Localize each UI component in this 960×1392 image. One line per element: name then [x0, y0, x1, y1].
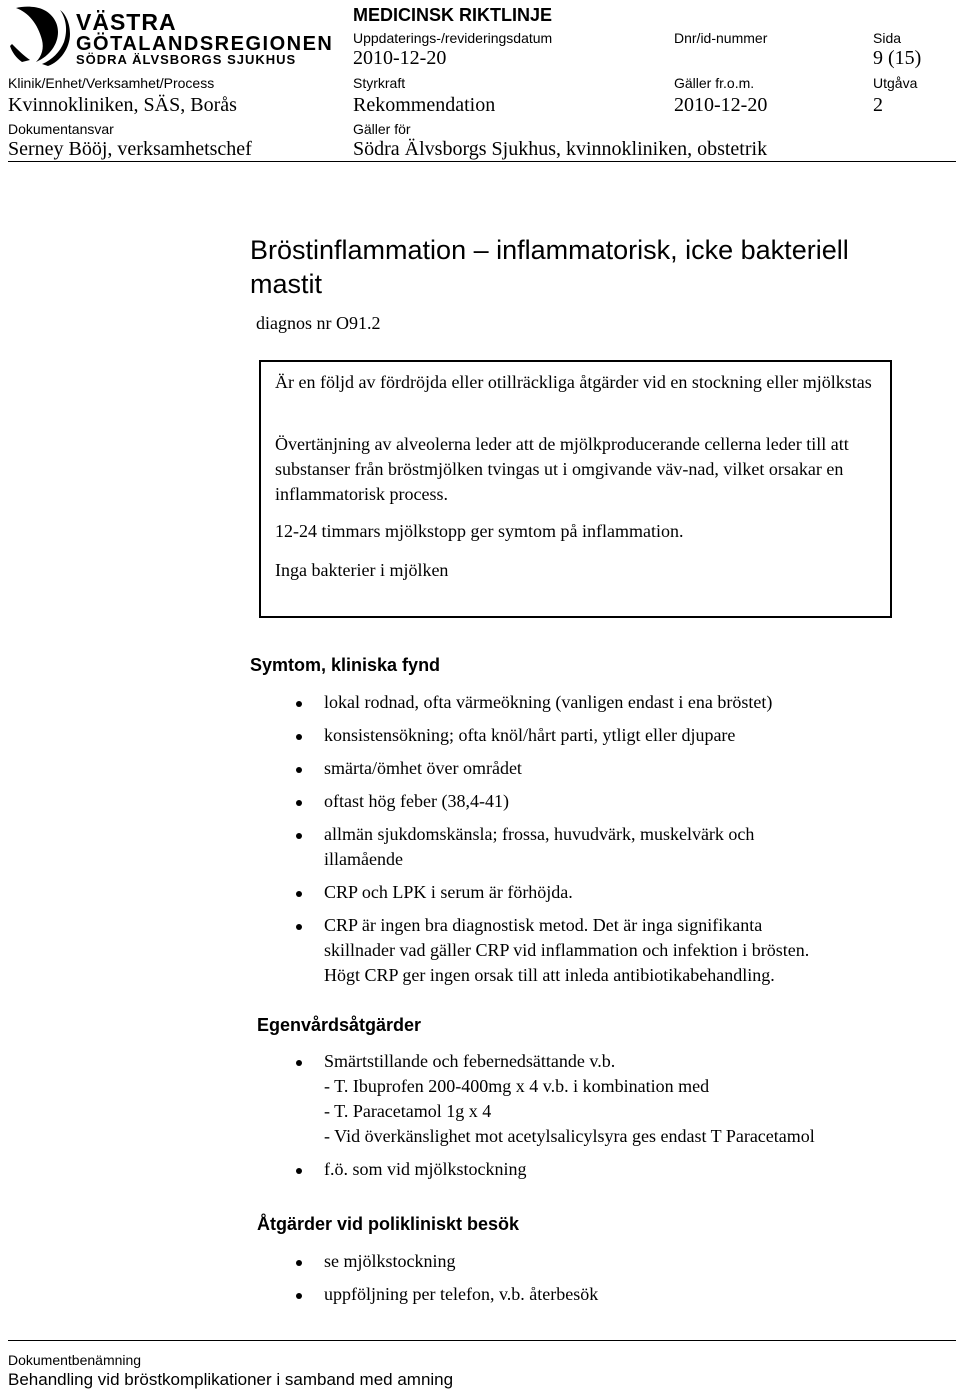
- update-value: 2010-12-20: [353, 47, 447, 69]
- selfcare-heading: Egenvårdsåtgärder: [257, 1015, 422, 1035]
- list-item-text: CRP är ingen bra diagnostisk metod. Det är inga signifikanta skillnader vad gäller CRP vid inflammation och infektion i brösten. Högt CRP ger ingen orsak till att inleda antibiotikabehandling.: [324, 915, 810, 985]
- bullet-icon: [296, 800, 302, 806]
- page-title: Bröstinflammation – inflammatorisk, icke bakteriell mastit: [250, 235, 849, 299]
- list-item-text: se mjölkstockning: [324, 1251, 456, 1271]
- logo-line-2: GÖTALANDSREGIONEN: [76, 33, 334, 55]
- list-item: [256, 1282, 936, 1307]
- bullet-icon: [296, 924, 302, 930]
- doc-type: MEDICINSK RIKTLINJE: [353, 5, 553, 25]
- list-item-text: konsistensökning; ofta knöl/hårt parti, ytligt eller djupare: [324, 725, 736, 745]
- bullet-icon: [296, 734, 302, 740]
- summary-paragraph: Övertänjning av alveolerna leder att de mjölkproducerande cellerna leder till att substanser från bröstmjölken tvingas ut i omgivande väv-nad, vilket orsakar en inflammatorisk process.: [275, 434, 849, 504]
- page-label: Sida: [873, 30, 902, 46]
- list-item-text: allmän sjukdomskänsla; frossa, huvudvärk, muskelvärk och illamående: [324, 824, 755, 869]
- region-logo: [8, 4, 334, 68]
- list-item-text: lokal rodnad, ofta värmeökning (vanligen endast i ena bröstet): [324, 692, 773, 712]
- clinic-value: Kvinnokliniken, SÄS, Borås: [8, 94, 237, 116]
- diagnosis-code: diagnos nr O91.2: [256, 313, 381, 333]
- bullet-icon: [296, 701, 302, 707]
- bullet-icon: [296, 1168, 302, 1174]
- valid-from-label: Gäller fr.o.m.: [674, 75, 755, 91]
- summary-paragraph: Är en följd av fördröjda eller otillräckliga åtgärder vid en stockning eller mjölkstas: [275, 372, 872, 392]
- symptoms-list: [256, 690, 936, 996]
- list-item: [256, 880, 936, 905]
- responsible-value: Serney Bööj, verksamhetschef: [8, 138, 252, 160]
- summary-paragraph: Inga bakterier i mjölken: [275, 560, 449, 580]
- symptoms-heading: Symtom, kliniska fynd: [250, 655, 441, 675]
- list-item-text: CRP och LPK i serum är förhöjda.: [324, 882, 573, 902]
- summary-paragraph: 12-24 timmars mjölkstopp ger symtom på inflammation.: [275, 521, 684, 541]
- update-label: Uppdaterings-/revideringsdatum: [353, 30, 553, 46]
- valid-from-value: 2010-12-20: [674, 94, 768, 116]
- list-item: [256, 1049, 946, 1149]
- applies-label: Gäller för: [353, 121, 411, 137]
- doc-name-value: Behandling vid bröstkomplikationer i samband med amning: [8, 1370, 454, 1389]
- list-item-text: uppföljning per telefon, v.b. återbesök: [324, 1284, 599, 1304]
- dnr-label: Dnr/id-nummer: [674, 30, 768, 46]
- footer-divider: [8, 1340, 956, 1341]
- doc-name-label: Dokumentbenämning: [8, 1352, 142, 1368]
- list-item: [256, 822, 936, 872]
- applies-value: Södra Älvsborgs Sjukhus, kvinnokliniken, obstetrik: [353, 138, 768, 160]
- edition-label: Utgåva: [873, 75, 918, 91]
- strength-label: Styrkraft: [353, 75, 406, 91]
- clinic-label: Klinik/Enhet/Verksamhet/Process: [8, 75, 215, 91]
- page-value: 9 (15): [873, 47, 922, 69]
- strength-value: Rekommendation: [353, 94, 496, 116]
- responsible-label: Dokumentansvar: [8, 121, 114, 137]
- outpatient-heading: Åtgärder vid polikliniskt besök: [257, 1214, 520, 1234]
- list-item: [256, 789, 936, 814]
- bullet-icon: [296, 891, 302, 897]
- bullet-icon: [296, 1293, 302, 1299]
- list-item-text: Smärtstillande och febernedsättande v.b. - T. Ibuprofen 200-400mg x 4 v.b. i kombination med - T. Paracetamol 1g x 4 - Vid överkänslighet mot acetylsalicylsyra ges endast T Paracetamol: [324, 1051, 815, 1146]
- edition-value: 2: [873, 94, 883, 116]
- bullet-icon: [296, 1060, 302, 1066]
- list-item: [256, 913, 936, 988]
- logo-line-1: VÄSTRA: [76, 9, 177, 35]
- list-item: [256, 690, 936, 715]
- outpatient-list: [256, 1249, 936, 1315]
- list-item: [256, 1157, 946, 1182]
- list-item: [256, 756, 936, 781]
- list-item-text: f.ö. som vid mjölkstockning: [324, 1159, 527, 1179]
- header-divider: [8, 161, 956, 162]
- summary-box: [259, 360, 892, 618]
- region-logo-icon: [8, 4, 70, 66]
- bullet-icon: [296, 833, 302, 839]
- list-item-text: smärta/ömhet över området: [324, 758, 522, 778]
- selfcare-list: [256, 1049, 946, 1190]
- list-item: [256, 723, 936, 748]
- list-item: [256, 1249, 936, 1274]
- logo-line-3: SÖDRA ÄLVSBORGS SJUKHUS: [76, 52, 297, 67]
- list-item-text: oftast hög feber (38,4-41): [324, 791, 509, 811]
- bullet-icon: [296, 1260, 302, 1266]
- bullet-icon: [296, 767, 302, 773]
